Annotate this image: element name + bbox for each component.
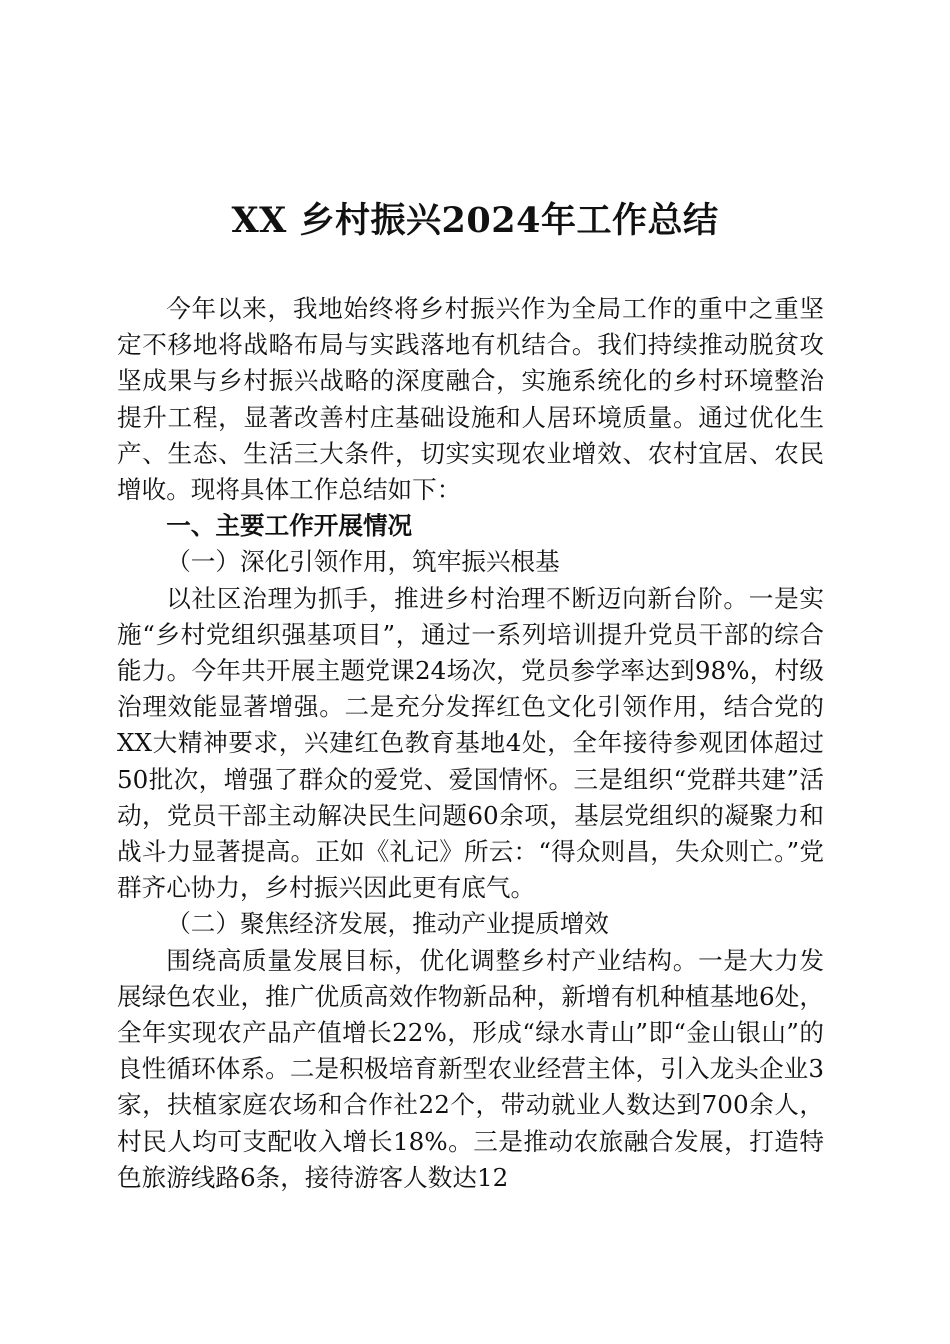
section-heading: 一、主要工作开展情况	[166, 511, 413, 541]
body-paragraph: 以社区治理为抓手，推进乡村治理不断迈向新台阶。一是实施“乡村党组织强基项目”，通过一系列培训提升党员干部的综合能力。今年共开展主题党课24场次，党员参学率达到98%，村级治理效能显著增强。二是充分发挥红色文化引领作用，结合党的XX大精神要求，兴建红色教育基地4处，全年接待参观团体超过50批次，增强了群众的爱党、爱国情怀。三是组织“党群共建”活动，党员干部主动解决民生问题60余项，基层党组织的凝聚力和战斗力显著提高。正如《礼记》所云：“得众则昌，失众则亡。”党群齐心协力，乡村振兴因此更有底气。	[117, 583, 824, 903]
document-body	[117, 291, 824, 1196]
subsection-heading: （一）深化引领作用，筑牢振兴根基	[166, 547, 560, 577]
intro-paragraph: 今年以来，我地始终将乡村振兴作为全局工作的重中之重坚定不移地将战略布局与实践落地有机结合。我们持续推动脱贫攻坚成果与乡村振兴战略的深度融合，实施系统化的乡村环境整治提升工程，显著改善村庄基础设施和人居环境质量。通过优化生产、生态、生活三大条件，切实实现农业增效、农村宜居、农民增收。现将具体工作总结如下：	[117, 294, 824, 505]
subsection-heading: （二）聚焦经济发展，推动产业提质增效	[166, 909, 609, 939]
body-paragraph: 围绕高质量发展目标，优化调整乡村产业结构。一是大力发展绿色农业，推广优质高效作物新品种，新增有机种植基地6处，全年实现农产品产值增长22%，形成“绿水青山”即“金山银山”的良性循环体系。二是积极培育新型农业经营主体，引入龙头企业3家，扶植家庭农场和合作社22个，带动就业人数达到700余人，村民人均可支配收入增长18%。三是推动农旅融合发展，打造特色旅游线路6条，接待游客人数达12	[117, 945, 824, 1192]
document-title: XX 乡村振兴2024年工作总结	[231, 200, 719, 241]
